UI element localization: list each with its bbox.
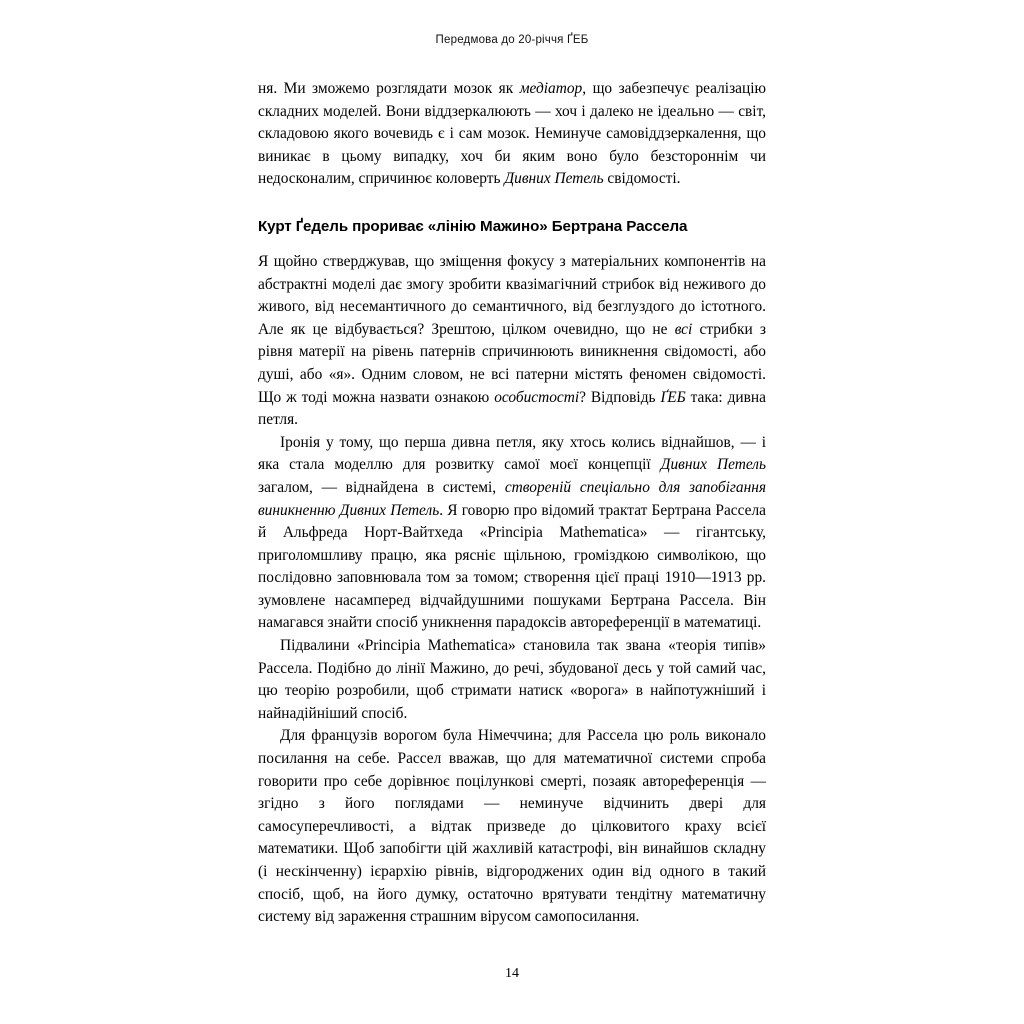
paragraph-2-text-d: така: дивна петля. (258, 388, 766, 429)
page-body (258, 78, 766, 929)
paragraph-3-emphasis-created-specially: створеній спеціально для запобігання виникненню Дивних Петель (258, 478, 766, 519)
paragraph-2 (258, 251, 766, 432)
paragraph-2-text-b: стрибки з рівня матерії на рівень патернів спричинюють виникнення свідомості, або душі, або «я». Одним словом, не всі патерни містять феномен свідомості. Що ж тоді можна назвати ознакою (258, 320, 766, 406)
paragraph-5: Для французів ворогом була Німеччина; для Рассела цю роль виконало посилання на себе. Рассел вважав, що для математичної системи спроба говорити про себе дорівнює поцілункові смерті, позаяк автореференція — згідно з його поглядами — неминуче відчинить двері для самосуперечливості, а відтак призведе до цілковитого краху всієї математики. Щоб запобігти цій жахливій катастрофі, він винайшов складну (і нескінченну) ієрархію рівнів, відгороджених один від одного в такий спосіб, щоб, на його думку, остаточно врятувати тендітну математичну систему від зараження страшним вірусом самопосилання. (258, 727, 766, 926)
paragraph-2-text-c: ? Відповідь (579, 388, 661, 406)
paragraph-1-emphasis-mediator: медіатор (519, 80, 583, 97)
paragraph-1-emphasis-strange-loops: Дивних Петель (504, 170, 604, 188)
paragraph-1-text-a: ня. Ми зможемо розглядати мозок як (258, 80, 520, 97)
paragraph-3 (258, 432, 766, 635)
paragraph-1-text-b: , що забезпечує реалізацію складних моделей. Вони віддзеркалюють — хоч і далеко не ідеально — світ, складовою якого вочевидь є і сам мозок. Неминуче самовіддзеркалення, що виникає в цьому випадку, хоч би яким воно було безстороннім чи недосконалим, спричинює коловерть (258, 80, 766, 188)
paragraph-3-text-a: Іронія у тому, що перша дивна петля, яку хтось колись віднайшов, — і яка стала моделлю для розвитку самої моєї концепції (258, 433, 766, 474)
paragraph-3-text-b: загалом, — віднайдена в системі, (258, 478, 505, 496)
section-heading: Курт Ґедель прориває «лінію Мажино» Бертрана Рассела (258, 217, 688, 235)
paragraph-4: Підвалини «Principia Mathematica» становила так звана «теорія типів» Рассела. Подібно до лінії Мажино, до речі, збудованої десь у той самий час, цю теорію розробили, щоб стримати натиск «ворога» в найпотужніший і найнадійніший спосіб. (258, 637, 766, 722)
paragraph-2-emphasis-personality: особистості (494, 388, 580, 406)
paragraph-1-text-c: свідомості. (603, 170, 681, 188)
paragraph-1 (258, 78, 766, 191)
paragraph-3-emphasis-strange-loops: Дивних Петель (660, 456, 766, 474)
running-head: Передмова до 20-річчя ҐЕБ (435, 34, 589, 46)
page-number: 14 (505, 966, 519, 981)
paragraph-3-text-c: . Я говорю про відомий трактат Бертрана Рассела й Альфреда Норт-Вайтхеда «Principia Mathematica» — гігантську, приголомшливу працю, яка рясніє щільною, громіздкою символікою, що послідовно заповнювала том за томом; створення цієї праці 1910—1913 рр. зумовлене насамперед відчайдушними пошуками Бертрана Рассела. Він намагався знайти спосіб уникнення парадоксів автореференції в математиці. (258, 501, 766, 632)
paragraph-2-emphasis-all: всі (674, 320, 693, 338)
paragraph-2-emphasis-geb: ҐЕБ (660, 388, 686, 406)
paragraph-2-text-a: Я щойно стверджував, що зміщення фокусу з матеріальних компонентів на абстрактні моделі дає змогу зробити квазімагічний стрибок від неживого до живого, від несемантичного до семантичного, від безглуздого до істотного. Але як це відбувається? Зрештою, цілком очевидно, що не (258, 252, 766, 338)
